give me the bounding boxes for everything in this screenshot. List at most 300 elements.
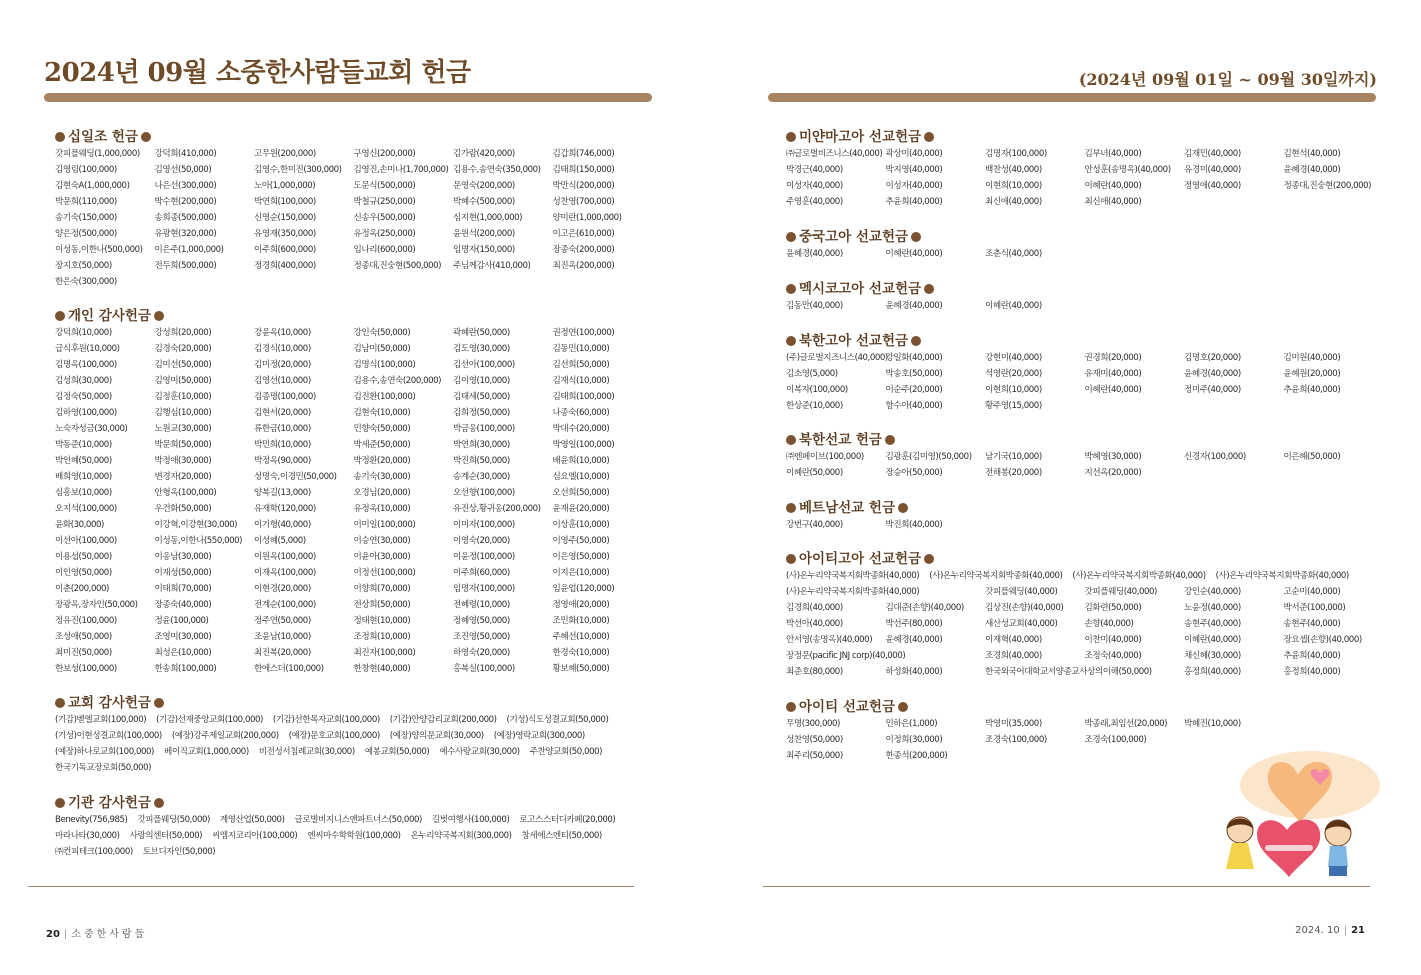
donor-entry: 조진영(50,000) (453, 632, 510, 642)
donor-entry: 홍정희(40,000) (1283, 667, 1341, 677)
donor-entry: 김명자(100,000) (985, 149, 1047, 159)
donor-entry: 박선아(40,000) (786, 619, 843, 629)
bullet-icon (911, 232, 921, 242)
bullet-icon (786, 554, 796, 564)
donor-entry: 임윤업(120,000) (552, 584, 615, 594)
donor-entry (1284, 716, 1384, 732)
donor-entry: 이정선(100,000) (353, 568, 416, 578)
page-number-right: 2024. 10 | 21 (1295, 925, 1365, 936)
donor-entry: 오경님(20,000) (353, 488, 411, 498)
donor-line (55, 760, 655, 776)
donor-entry: 남기국(10,000) (985, 452, 1042, 462)
donor-line (55, 744, 655, 760)
section-title (786, 431, 1386, 449)
donor-grid (55, 325, 655, 677)
donor-entry: 송현주(40,000) (1184, 619, 1241, 629)
donor-entry: 심요엘(10,000) (552, 472, 610, 482)
bullet-icon (154, 798, 164, 808)
donor-entry: 정경희(400,000) (254, 261, 316, 271)
donor-entry: 송희종(500,000) (154, 213, 217, 223)
donor-entry: 한종석(200,000) (885, 751, 948, 761)
donor-lines (786, 568, 1386, 584)
donor-entry: 이원옥(100,000) (254, 552, 316, 562)
donor-entry: 박세준(50,000) (353, 440, 411, 450)
donor-entry: 이정희(30,000) (885, 735, 943, 745)
donor-entry: 신경자(100,000) (1184, 452, 1246, 462)
bullet-icon (786, 284, 796, 294)
offering-section (55, 307, 655, 677)
donor-entry: 박철규(250,000) (353, 197, 416, 207)
boy-pants (1329, 866, 1347, 876)
donor-entry: 주영훈(40,000) (786, 197, 843, 207)
bullet-icon (924, 554, 934, 564)
donor-entry: (사)온누리약국복지회박종화(40,000) (1072, 571, 1206, 581)
donor-entry: 고순미(40,000) (1283, 587, 1341, 597)
donor-entry: 채신혜(30,000) (1184, 651, 1241, 661)
donor-entry: 최미진(50,000) (55, 648, 112, 658)
donor-entry: 이윤정(100,000) (453, 552, 515, 562)
donor-entry: 새산성교회(40,000) (985, 619, 1058, 629)
bullet-icon (786, 132, 796, 142)
donor-entry: 문영숙(200,000) (453, 181, 515, 191)
donor-entry: 김상진(손향)(40,000) (985, 603, 1064, 613)
donor-entry: 박정애(30,000) (154, 456, 212, 466)
donor-entry: 최신애(40,000) (1084, 197, 1142, 207)
donor-entry: (예장)양의문교회(30,000) (389, 731, 484, 741)
donor-entry: 변경자(20,000) (154, 472, 212, 482)
section-title (786, 332, 1386, 350)
donor-entry: 최신애(40,000) (985, 197, 1042, 207)
donor-entry: 정종대,진숭현(500,000) (353, 261, 442, 271)
bullet-icon (898, 503, 908, 513)
donor-entry: 한보성(100,000) (55, 664, 117, 674)
section-title-text: 중국고아 선교헌금 (799, 229, 909, 245)
donor-entry: 한은숙(300,000) (55, 277, 117, 287)
donor-entry: 창세에스엔티(50,000) (521, 831, 602, 841)
donor-entry: 이지은(10,000) (552, 568, 610, 578)
donor-entry: 이영숙(20,000) (453, 536, 510, 546)
donor-entry: 김영진,손미나(1,700,000) (353, 165, 449, 175)
donor-entry: 이혜란(40,000) (1084, 181, 1142, 191)
donor-entry: 한국기독교장로회(50,000) (55, 763, 151, 773)
donor-entry: (기감)벧엘교회(100,000) (55, 715, 147, 725)
donor-entry: 민하은(1,000) (885, 719, 938, 729)
donor-entry: (사)온누리약국복지회박종화(40,000) (929, 571, 1063, 581)
donor-entry: 조정희(10,000) (353, 632, 411, 642)
donor-entry: 윤화(30,000) (55, 520, 104, 530)
donor-entry: (예장)강주제일교회(200,000) (171, 731, 279, 741)
donor-entry: 김용수,송연숙(200,000) (353, 376, 442, 386)
donor-entry: 박정환(20,000) (353, 456, 411, 466)
donor-grid (786, 449, 1386, 481)
donor-entry: 최진옥(200,000) (552, 261, 615, 271)
offering-section (55, 128, 655, 290)
donor-entry: 박영미(35,000) (985, 719, 1042, 729)
donor-entry: 최준호(80,000) (786, 667, 843, 677)
donor-entry: 이주희(600,000) (254, 245, 316, 255)
section-title (786, 499, 1386, 517)
section-title-text: 베트남선교 헌금 (799, 500, 895, 516)
donor-entry: 계영산업(50,000) (219, 815, 285, 825)
donor-entry: 박지영(40,000) (885, 165, 943, 175)
donor-entry: 유재학(120,000) (254, 504, 316, 514)
donor-entry: 온누리약국복지회(300,000) (410, 831, 512, 841)
donor-entry: 한경숙(10,000) (552, 648, 610, 658)
donor-entry: 한에스더(100,000) (254, 664, 324, 674)
donor-entry: 이은혜(50,000) (1283, 452, 1341, 462)
donor-entry: 김소영(5,000) (786, 369, 838, 379)
donor-entry: 김성희(30,000) (55, 376, 112, 386)
bullet-icon (924, 132, 934, 142)
hearts-couple-illustration (1210, 745, 1385, 885)
donor-entry: 김미원(40,000) (1283, 353, 1341, 363)
bullet-icon (141, 132, 151, 142)
donor-entry: 도문식(500,000) (353, 181, 416, 191)
donor-entry: 우건화(50,000) (154, 504, 212, 514)
section-title-text: 교회 감사헌금 (68, 695, 151, 711)
donor-entry: 박종래,최임선(20,000) (1084, 719, 1168, 729)
offering-section (786, 431, 1386, 481)
donor-entry: 정미주(40,000) (1184, 385, 1241, 395)
donor-entry: 박혜진(10,000) (1184, 719, 1241, 729)
donor-entry: 임명자(100,000) (453, 584, 515, 594)
donor-entry: 조영미(30,000) (154, 632, 212, 642)
section-title (786, 698, 1386, 716)
donor-entry: 강일화(40,000) (885, 353, 943, 363)
donor-entry (886, 648, 986, 664)
donor-entry: 추윤희(40,000) (1283, 651, 1341, 661)
donor-entry: 강번구(40,000) (786, 520, 843, 530)
donor-entry: 김태희(100,000) (552, 392, 615, 402)
donor-entry: 하성화(40,000) (885, 667, 943, 677)
donor-entry: 김재식(10,000) (552, 376, 610, 386)
donor-entry: 이혜란(40,000) (1184, 635, 1241, 645)
donor-entry: 김경숙(20,000) (154, 344, 212, 354)
donor-entry (1085, 664, 1185, 680)
donor-entry: 이혜란(40,000) (885, 249, 943, 259)
donor-entry: 이고은(610,000) (552, 229, 615, 239)
donor-entry: 노윤정(40,000) (1184, 603, 1241, 613)
donor-entry: 이복자(100,000) (786, 385, 848, 395)
donor-entry: 이상훈(10,000) (552, 520, 610, 530)
donor-entry: 정윤(100,000) (154, 616, 209, 626)
donor-entry: (기성)식도성결교회(50,000) (506, 715, 609, 725)
offering-section (786, 228, 1386, 262)
bullet-icon (786, 702, 796, 712)
donor-entry: 박동준(10,000) (55, 440, 112, 450)
donor-entry: 전계순(100,000) (254, 600, 316, 610)
donor-entry: 신영순(150,000) (254, 213, 316, 223)
donor-entry: 손향(40,000) (1084, 619, 1134, 629)
donor-entry: 최진자(100,000) (353, 648, 416, 658)
page-number-left: 20 | 소중한사람들 (46, 929, 148, 940)
donor-entry: 곽혜란(50,000) (453, 328, 510, 338)
donor-entry: 한국외국어대학교서양종교사상의이해(50,000) (985, 667, 1152, 677)
bullet-icon (154, 698, 164, 708)
donor-entry: 유경미(40,000) (1184, 165, 1241, 175)
donor-entry: 박수현(200,000) (154, 197, 217, 207)
donor-entry: 이미자(100,000) (453, 520, 515, 530)
donor-entry: 양복길(13,000) (254, 488, 311, 498)
donor-entry: 송현주(40,000) (1283, 619, 1341, 629)
donor-line (55, 828, 655, 844)
donor-entry: 박연희(30,000) (453, 440, 510, 450)
donor-entry: 이현희(10,000) (985, 385, 1042, 395)
donor-entry: 최성은(10,000) (154, 648, 212, 658)
donor-entry: ㈜엔페이브(100,000) (786, 452, 864, 462)
section-title-text: 아이티고아 선교헌금 (799, 551, 922, 567)
donor-entry: 박혜수(500,000) (453, 197, 515, 207)
donor-entry: (기성)이현성결교회(100,000) (55, 731, 162, 741)
bullet-icon (55, 798, 65, 808)
donor-entry: 김명식(100,000) (353, 360, 416, 370)
bullet-icon (911, 336, 921, 346)
donor-entry: 윤원석(200,000) (453, 229, 515, 239)
donor-entry: 김용수,송연숙(350,000) (453, 165, 541, 175)
donor-entry: 김남미(50,000) (353, 344, 411, 354)
donor-entry: 황주영(15,000) (985, 401, 1042, 411)
donor-entry: 강덕희(410,000) (154, 149, 217, 159)
bullet-icon (55, 311, 65, 321)
donor-entry: 정영애(20,000) (552, 600, 610, 610)
donor-entry: 안형옥(100,000) (154, 488, 217, 498)
bullet-icon (786, 435, 796, 445)
donor-entry: (기감)선한목자교회(100,000) (272, 715, 380, 725)
section-title (55, 694, 655, 712)
bullet-icon (154, 311, 164, 321)
donor-grid (786, 146, 1386, 210)
donor-entry: (예장)문호교회(100,000) (288, 731, 380, 741)
offering-section (786, 332, 1386, 414)
section-title (786, 128, 1386, 146)
donor-entry: 장정문(pacific JNJ corp)(40,000) (786, 651, 906, 661)
offering-section (786, 128, 1386, 210)
bullet-icon (786, 503, 796, 513)
donor-entry: 급식후원(10,000) (55, 344, 120, 354)
left-page-number: 20 (46, 929, 60, 940)
donor-entry: 주님께감사(410,000) (453, 261, 531, 271)
donor-entry: 황보혜(50,000) (552, 664, 610, 674)
donor-entry: 윤혜경(40,000) (786, 249, 843, 259)
donor-entry: 최진복(20,000) (254, 648, 311, 658)
donor-entry: 백찬성(40,000) (985, 165, 1042, 175)
donor-entry: 이윤아(30,000) (353, 552, 411, 562)
donor-entry: 김이영(10,000) (453, 376, 510, 386)
donor-entry: 김하영(100,000) (55, 408, 117, 418)
donor-entry: 김영미(50,000) (154, 376, 212, 386)
donor-entry: 이재혁(40,000) (985, 635, 1042, 645)
donor-entry: 조민화(10,000) (552, 616, 610, 626)
donor-entry: 성찬영(50,000) (786, 735, 843, 745)
donor-entry: 오선향(100,000) (453, 488, 515, 498)
donor-entry: 예봉교회(50,000) (364, 747, 430, 757)
donor-entry: 지선옥(20,000) (1084, 468, 1142, 478)
donor-entry: 박금옹(100,000) (453, 424, 515, 434)
donor-entry: 이태희(70,000) (154, 584, 212, 594)
section-title (786, 280, 1386, 298)
donor-entry: 김경희(40,000) (786, 603, 843, 613)
donor-entry: 사랑의센터(50,000) (129, 831, 203, 841)
donor-entry: 배희영(10,000) (55, 472, 112, 482)
donor-grid (786, 298, 1386, 314)
donor-entry: 박정옥(90,000) (254, 456, 311, 466)
donor-entry: 예수사랑교회(30,000) (439, 747, 520, 757)
donor-entry: 김재민(40,000) (1184, 149, 1241, 159)
donor-entry: 주혜선(10,000) (552, 632, 610, 642)
offering-section (786, 499, 1386, 533)
donor-entry: 유진상,황귀옹(200,000) (453, 504, 541, 514)
donor-entry: 고무원(200,000) (254, 149, 316, 159)
boy-shirt (1328, 846, 1348, 867)
donor-entry: (사)온누리약국복지회박종화(40,000) (786, 587, 920, 597)
section-title (55, 307, 655, 325)
section-title (55, 128, 655, 146)
donor-entry: 유정옥(10,000) (353, 504, 411, 514)
donor-entry: 이은주(1,000,000) (154, 245, 224, 255)
donor-entry: 박혜영(30,000) (1084, 452, 1142, 462)
donor-entry: 김영수,한미진(300,000) (254, 165, 342, 175)
donor-entry: 유영재(350,000) (254, 229, 316, 239)
donor-entry: 갓피플웨딩(50,000) (137, 815, 210, 825)
donor-entry: 정종대,진숭현(200,000) (1283, 181, 1372, 191)
donor-entry: 이은영(50,000) (552, 552, 610, 562)
girl-dress (1226, 843, 1254, 869)
donor-entry: 김명옥(100,000) (55, 360, 117, 370)
donor-grid (55, 146, 655, 290)
donor-entry: 갓피플웨딩(40,000) (1084, 587, 1157, 597)
section-title-text: 아이티 선교헌금 (799, 699, 895, 715)
donor-entry: 심흥보(10,000) (55, 488, 112, 498)
donor-entry: 성찬영(700,000) (552, 197, 615, 207)
donor-entry: 이향희(70,000) (353, 584, 411, 594)
donor-entry: 강성희(20,000) (154, 328, 212, 338)
donor-entry: 토브디자인(50,000) (142, 847, 216, 857)
donor-entry: 김대준(손향)(40,000) (885, 603, 964, 613)
donor-entry: 김현숙(10,000) (353, 408, 411, 418)
bullet-icon (786, 232, 796, 242)
section-title-text: 북한고아 선교헌금 (799, 333, 909, 349)
donor-entry: 성명숙,이경민(50,000) (254, 472, 337, 482)
donor-entry: ㈜글로벌비즈니스(40,000) (786, 149, 883, 159)
donor-entry: 김태희(150,000) (552, 165, 615, 175)
donor-entry: (사)온누리약국복지회박종화(40,000) (786, 571, 920, 581)
donor-entry: 이강혁,이강현(30,000) (154, 520, 238, 530)
donor-entry: 윤혜경(40,000) (885, 635, 943, 645)
magazine-name: 소중한사람들 (71, 929, 148, 940)
bullet-icon (924, 284, 934, 294)
donor-entry: 김광훈(김미영)(50,000) (885, 452, 972, 462)
donor-entry: 김희정(50,000) (453, 408, 510, 418)
section-title (55, 794, 655, 812)
donor-entry: 강현미(40,000) (985, 353, 1042, 363)
bullet-icon (786, 336, 796, 346)
footer-line-left (28, 886, 634, 887)
donor-entry: (주)글로벌지즈니스(40,000) (786, 353, 888, 363)
donor-entry: 함수아(40,000) (885, 401, 943, 411)
donor-entry: 조춘식(40,000) (985, 249, 1042, 259)
donor-entry: 노숙자성금(30,000) (55, 424, 128, 434)
donor-entry: 윤혜경(40,000) (1283, 165, 1341, 175)
donor-entry: 김현숙A(1,000,000) (55, 181, 130, 191)
donor-entry: 김경식(10,000) (254, 344, 311, 354)
donor-entry: 조경숙(100,000) (985, 735, 1047, 745)
donor-entry: 강덕희(10,000) (55, 328, 112, 338)
donor-entry: 한상준(10,000) (786, 401, 843, 411)
donor-entry: 홍복실(100,000) (453, 664, 515, 674)
donor-entry: ㈜컨피테크(100,000) (55, 847, 133, 857)
page-title: 2024년 09월 소중한사람들교회 헌금 (44, 58, 471, 88)
donor-entry: 유정옥(250,000) (353, 229, 416, 239)
donor-entry: 비전성서침례교회(30,000) (258, 747, 355, 757)
donor-entry: 강인순(40,000) (1184, 587, 1241, 597)
footer-line-right (763, 886, 1370, 887)
donor-entry: 송기숙(30,000) (353, 472, 411, 482)
donor-entry: 송기숙(150,000) (55, 213, 117, 223)
donor-entry: 조윤남(10,000) (254, 632, 311, 642)
donor-entry: (기감)안양감리교회(200,000) (389, 715, 497, 725)
donor-entry: 이옹남(30,000) (154, 552, 212, 562)
donor-entry: 김현석(40,000) (1283, 149, 1341, 159)
bullet-icon (885, 435, 895, 445)
donor-entry: (예장)영락교회(300,000) (493, 731, 585, 741)
donor-entry: 이기형(40,000) (254, 520, 311, 530)
donor-entry: 글로벌비지니스앤파트너스(50,000) (294, 815, 422, 825)
donor-entry: 씨엠지코리아(100,000) (212, 831, 298, 841)
donor-lines (55, 712, 655, 776)
donor-entry: 무명(300,000) (786, 719, 840, 729)
donor-entry: 박선주(80,000) (885, 619, 943, 629)
donor-entry: 안서영(송명옥)(40,000) (786, 635, 873, 645)
donor-entry: 이승연(30,000) (353, 536, 411, 546)
donor-entry: 이성자(40,000) (885, 181, 943, 191)
donor-entry: 이인영(50,000) (55, 568, 112, 578)
donor-entry: 김현서(20,000) (254, 408, 311, 418)
donor-entry: 한송희(100,000) (154, 664, 217, 674)
donor-entry: 베이직교회(1,000,000) (163, 747, 249, 757)
right-page-number: 21 (1351, 925, 1365, 936)
issue-date: 2024. 10 (1295, 925, 1340, 936)
donor-entry: 이성혜(5,000) (254, 536, 306, 546)
donor-entry: 장종숙(40,000) (154, 600, 212, 610)
donor-entry (886, 584, 986, 600)
donor-entry: 김화련(50,000) (1084, 603, 1142, 613)
donor-entry: 유광현(320,000) (154, 229, 217, 239)
donor-entry: 양미란(1,000,000) (552, 213, 622, 223)
donor-entry: 이춘(200,000) (55, 584, 109, 594)
donor-entry: 안성훈(송명옥)(40,000) (1084, 165, 1171, 175)
donor-entry: 이성자(40,000) (786, 181, 843, 191)
donor-entry: 주찬양교회(50,000) (529, 747, 603, 757)
donor-entry: 김선아(100,000) (453, 360, 515, 370)
section-title-text: 미얀마고아 선교헌금 (799, 129, 922, 145)
donor-entry: 김명호(20,000) (1184, 353, 1241, 363)
donor-entry: 이혜란(40,000) (985, 301, 1042, 311)
donor-entry: 장요셉(손향)(40,000) (1283, 635, 1362, 645)
donor-entry: 김영선(10,000) (254, 376, 311, 386)
donor-entry: 이현경(20,000) (254, 584, 311, 594)
donor-entry: 이순주(20,000) (885, 385, 943, 395)
offering-section (786, 550, 1386, 680)
donor-entry: 추윤희(40,000) (885, 197, 943, 207)
donor-entry: 윤혜원(20,000) (1283, 369, 1341, 379)
title-bar-left (44, 93, 652, 102)
donor-entry: 장종숙(200,000) (552, 245, 615, 255)
donor-entry: 박경근(40,000) (786, 165, 843, 175)
donor-entry: 임명자(150,000) (453, 245, 515, 255)
donor-entry: 나종숙(60,000) (552, 408, 610, 418)
donor-line (55, 712, 655, 728)
donor-entry: 신송우(500,000) (353, 213, 416, 223)
